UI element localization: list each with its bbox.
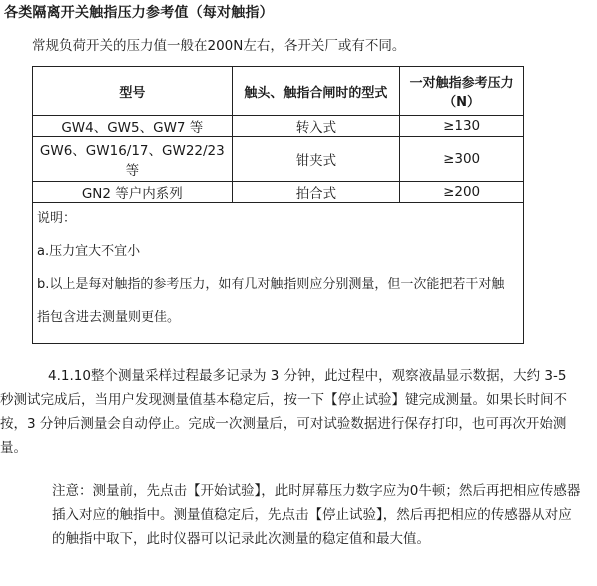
cell-pressure: ≥130 xyxy=(400,116,524,137)
note-b-continued: 指包含进去测量则更佳。 xyxy=(37,310,181,325)
table-notes-row xyxy=(33,203,524,344)
cell-type: 拍合式 xyxy=(232,182,400,203)
table-row xyxy=(33,116,524,137)
cell-type: 转入式 xyxy=(232,116,400,137)
table-row xyxy=(33,182,524,203)
notes-cell xyxy=(33,203,524,344)
cell-model: GN2 等户内系列 xyxy=(33,182,233,203)
note-a: a.压力宜大不宜小 xyxy=(37,244,141,259)
section-title: 各类隔离开关触指压力参考值（每对触指） xyxy=(4,5,274,21)
cell-pressure: ≥300 xyxy=(400,137,524,182)
cell-type: 钳夹式 xyxy=(232,137,400,182)
paragraph-4-1-10-text: 4.1.10整个测量采样过程最多记录为 3 分钟，此过程中，观察液晶显示数据，大约 3-5 秒测试完成后，当用户发现测量值基本稳定后，按一下【停止试验】键完成测量。如果长时间不按，3 分钟后测量会自动停止。完成一次测量后，可对试验数据进行保存打印，也可再次开始测量。 xyxy=(0,368,567,456)
header-model: 型号 xyxy=(33,67,233,116)
table-header-row xyxy=(33,67,524,116)
paragraph-4-1-10 xyxy=(0,364,580,460)
cell-model: GW6、GW16/17、GW22/23 等 xyxy=(33,137,233,182)
header-type: 触头、触指合闸时的型式 xyxy=(232,67,400,116)
intro-text: 常规负荷开关的压力值一般在200N左右，各开关厂或有不同。 xyxy=(32,38,406,54)
cell-pressure: ≥200 xyxy=(400,182,524,203)
note-heading: 说明： xyxy=(37,211,77,226)
paragraph-note: 注意：测量前，先点击【开始试验】，此时屏幕压力数字应为0牛顿；然后再把相应传感器插入对应的触指中。测量值稳定后，先点击【停止试验】，然后再把相应的传感器从对应的触指中取下，此时仪器可以记录此次测量的稳定值和最大值。 xyxy=(52,483,581,547)
pressure-table xyxy=(32,66,524,344)
cell-model: GW4、GW5、GW7 等 xyxy=(33,116,233,137)
header-pressure: 一对触指参考压力（N） xyxy=(400,67,524,116)
note-b: b.以上是每对触指的参考压力，如有几对触指则应分别测量，但一次能把若干对触 xyxy=(37,277,505,292)
table-row xyxy=(33,137,524,182)
